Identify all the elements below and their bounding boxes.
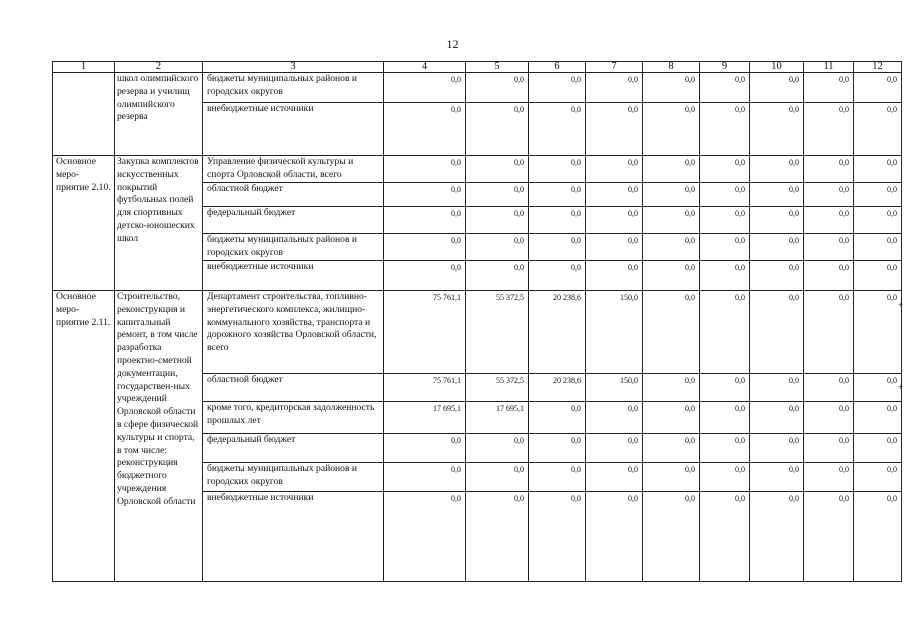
value-cell bbox=[643, 183, 700, 207]
value-cell bbox=[700, 103, 750, 156]
value-cell bbox=[643, 73, 700, 103]
value-cell bbox=[700, 156, 750, 183]
value-cell bbox=[466, 207, 529, 234]
value-text: 0,0 bbox=[839, 105, 849, 114]
funding-source-cell: федеральный бюджет bbox=[203, 207, 384, 234]
value-text: 0,0 bbox=[571, 236, 581, 245]
funding-source-cell: федеральный бюджет bbox=[203, 434, 384, 463]
value-text: 0,0 bbox=[571, 465, 581, 474]
value-cell bbox=[643, 492, 700, 582]
funding-source-cell: Управление физической культуры и спорта Орловской области, всего bbox=[203, 156, 384, 183]
funding-source-cell: бюджеты муниципальных районов и городских округов bbox=[203, 73, 384, 103]
value-cell bbox=[466, 434, 529, 463]
value-text: 0,0 bbox=[451, 263, 461, 272]
value-cell bbox=[586, 73, 643, 103]
value-text: 0,0 bbox=[571, 436, 581, 445]
value-text: 0,0 bbox=[789, 376, 799, 385]
value-cell bbox=[384, 73, 466, 103]
value-cell bbox=[466, 156, 529, 183]
value-text: 0,0 bbox=[571, 105, 581, 114]
value-text: 150,0 bbox=[620, 376, 638, 385]
value-text: 0,0 bbox=[735, 376, 745, 385]
value-text: 0,0 bbox=[789, 494, 799, 503]
value-cell bbox=[750, 463, 804, 492]
value-cell bbox=[466, 234, 529, 261]
value-text: 17 695,1 bbox=[496, 404, 524, 413]
value-cell bbox=[586, 183, 643, 207]
value-text: 0,0 bbox=[839, 236, 849, 245]
value-text: 0,0 bbox=[789, 185, 799, 194]
value-cell bbox=[466, 73, 529, 103]
value-text: 0,0 bbox=[685, 376, 695, 385]
value-text: 0,0 bbox=[735, 263, 745, 272]
value-text: 0,0 bbox=[887, 494, 897, 503]
value-cell bbox=[586, 234, 643, 261]
value-cell bbox=[384, 234, 466, 261]
header-cell-12: 12 bbox=[854, 62, 902, 73]
value-text: 0,0 bbox=[685, 263, 695, 272]
value-cell bbox=[804, 103, 854, 156]
value-text: 20 238,6 bbox=[553, 293, 581, 302]
value-text: 0,0 bbox=[451, 236, 461, 245]
funding-source-cell: областной бюджет bbox=[203, 183, 384, 207]
value-text: 0,0 bbox=[514, 263, 524, 272]
value-text: 0,0 bbox=[887, 209, 897, 218]
value-cell bbox=[643, 291, 700, 374]
value-text: 0,0 bbox=[451, 105, 461, 114]
value-text: 0,0 bbox=[839, 185, 849, 194]
value-cell bbox=[466, 183, 529, 207]
value-text: 0,0 bbox=[789, 404, 799, 413]
value-cell bbox=[466, 402, 529, 434]
edge-mark: + bbox=[898, 300, 904, 310]
value-text: 0,0 bbox=[571, 404, 581, 413]
value-text: 0,0 bbox=[887, 75, 897, 84]
value-cell bbox=[466, 374, 529, 402]
value-text: 0,0 bbox=[451, 494, 461, 503]
value-text: 0,0 bbox=[685, 158, 695, 167]
value-text: 0,0 bbox=[514, 105, 524, 114]
value-text: 0,0 bbox=[735, 75, 745, 84]
value-cell bbox=[750, 374, 804, 402]
value-text: 0,0 bbox=[571, 75, 581, 84]
value-cell bbox=[529, 374, 586, 402]
value-text: 0,0 bbox=[789, 263, 799, 272]
value-text: 0,0 bbox=[789, 436, 799, 445]
value-text: 0,0 bbox=[571, 185, 581, 194]
value-cell bbox=[750, 234, 804, 261]
header-cell-3: 3 bbox=[203, 62, 384, 73]
value-text: 0,0 bbox=[789, 209, 799, 218]
value-text: 0,0 bbox=[451, 465, 461, 474]
funding-source-cell: кроме того, кредиторская задолженность прошлых лет bbox=[203, 402, 384, 434]
value-cell bbox=[700, 183, 750, 207]
value-cell bbox=[529, 183, 586, 207]
value-text: 0,0 bbox=[628, 465, 638, 474]
value-cell bbox=[804, 73, 854, 103]
value-cell bbox=[466, 492, 529, 582]
value-cell bbox=[466, 103, 529, 156]
header-cell-11: 11 bbox=[804, 62, 854, 73]
value-text: 0,0 bbox=[735, 158, 745, 167]
value-text: 0,0 bbox=[887, 404, 897, 413]
value-cell bbox=[854, 402, 902, 434]
value-text: 0,0 bbox=[514, 494, 524, 503]
value-cell bbox=[586, 374, 643, 402]
measure-title-cell: Закупка комплектов искусственных покрытий футбольных полей для спортивных детско-юношеских школ bbox=[115, 156, 203, 291]
value-cell bbox=[586, 402, 643, 434]
header-cell-6: 6 bbox=[529, 62, 586, 73]
table-row bbox=[53, 291, 902, 374]
value-text: 0,0 bbox=[887, 236, 897, 245]
value-text: 0,0 bbox=[628, 436, 638, 445]
value-cell bbox=[804, 156, 854, 183]
value-cell bbox=[854, 291, 902, 374]
value-text: 0,0 bbox=[887, 465, 897, 474]
page-number: 12 bbox=[446, 37, 459, 51]
value-text: 0,0 bbox=[685, 236, 695, 245]
value-cell bbox=[750, 434, 804, 463]
value-text: 0,0 bbox=[628, 75, 638, 84]
value-cell bbox=[643, 374, 700, 402]
value-text: 0,0 bbox=[628, 185, 638, 194]
value-cell bbox=[529, 492, 586, 582]
value-cell bbox=[529, 103, 586, 156]
measure-title-cell: Строительство, реконструкция и капитальный ремонт, в том числе разработка проектно-сметной документации, государствен-ных учреждений Орловской области в сфере физической культуры и спорта, в том числе: реконструкция бюджетного учреждения Орловской области bbox=[115, 291, 203, 582]
value-text: 0,0 bbox=[628, 404, 638, 413]
value-text: 0,0 bbox=[514, 158, 524, 167]
value-text: 0,0 bbox=[571, 209, 581, 218]
table-row bbox=[53, 156, 902, 183]
value-cell bbox=[854, 492, 902, 582]
value-cell bbox=[384, 463, 466, 492]
value-cell bbox=[804, 374, 854, 402]
funding-source-cell: внебюджетные источники bbox=[203, 103, 384, 156]
value-text: 0,0 bbox=[735, 494, 745, 503]
value-cell bbox=[700, 492, 750, 582]
value-cell bbox=[529, 261, 586, 291]
value-text: 0,0 bbox=[789, 75, 799, 84]
value-text: 0,0 bbox=[571, 158, 581, 167]
value-cell bbox=[643, 234, 700, 261]
value-text: 0,0 bbox=[887, 376, 897, 385]
value-cell bbox=[586, 207, 643, 234]
value-text: 0,0 bbox=[887, 436, 897, 445]
value-text: 0,0 bbox=[789, 105, 799, 114]
value-cell bbox=[384, 402, 466, 434]
value-cell bbox=[384, 374, 466, 402]
value-cell bbox=[804, 434, 854, 463]
measure-number-cell: Основное меро-приятие 2.10. bbox=[53, 156, 115, 291]
value-text: 0,0 bbox=[735, 236, 745, 245]
value-cell bbox=[750, 103, 804, 156]
header-cell-5: 5 bbox=[466, 62, 529, 73]
value-text: 0,0 bbox=[514, 75, 524, 84]
measure-title-cell: школ олимпийского резерва и училищ олимпийского резерва bbox=[115, 73, 203, 156]
value-cell bbox=[700, 434, 750, 463]
value-text: 0,0 bbox=[685, 465, 695, 474]
value-cell bbox=[529, 291, 586, 374]
value-text: 0,0 bbox=[839, 263, 849, 272]
value-text: 0,0 bbox=[839, 465, 849, 474]
value-text: 75 761,1 bbox=[433, 293, 461, 302]
value-text: 0,0 bbox=[685, 185, 695, 194]
value-cell bbox=[466, 463, 529, 492]
value-text: 0,0 bbox=[839, 404, 849, 413]
value-cell bbox=[586, 103, 643, 156]
value-cell bbox=[750, 73, 804, 103]
value-cell bbox=[700, 207, 750, 234]
value-text: 0,0 bbox=[789, 236, 799, 245]
value-cell bbox=[586, 291, 643, 374]
header-cell-1: 1 bbox=[53, 62, 115, 73]
value-cell bbox=[750, 207, 804, 234]
value-text: 0,0 bbox=[887, 185, 897, 194]
value-cell bbox=[586, 261, 643, 291]
value-text: 0,0 bbox=[839, 376, 849, 385]
value-cell bbox=[586, 463, 643, 492]
value-text: 0,0 bbox=[685, 105, 695, 114]
value-text: 0,0 bbox=[451, 436, 461, 445]
value-text: 0,0 bbox=[514, 236, 524, 245]
value-cell bbox=[643, 463, 700, 492]
value-cell bbox=[643, 261, 700, 291]
value-text: 0,0 bbox=[685, 494, 695, 503]
value-text: 0,0 bbox=[685, 75, 695, 84]
funding-source-cell: внебюджетные источники bbox=[203, 492, 384, 582]
header-cell-4: 4 bbox=[384, 62, 466, 73]
value-text: 55 372,5 bbox=[496, 376, 524, 385]
value-text: 0,0 bbox=[514, 185, 524, 194]
value-cell bbox=[700, 234, 750, 261]
value-cell bbox=[804, 463, 854, 492]
value-cell bbox=[466, 261, 529, 291]
value-cell bbox=[700, 374, 750, 402]
value-cell bbox=[700, 291, 750, 374]
header-cell-7: 7 bbox=[586, 62, 643, 73]
value-cell bbox=[854, 374, 902, 402]
value-text: 0,0 bbox=[839, 436, 849, 445]
value-cell bbox=[804, 402, 854, 434]
value-cell bbox=[586, 434, 643, 463]
value-cell bbox=[804, 183, 854, 207]
value-text: 0,0 bbox=[628, 263, 638, 272]
value-cell bbox=[384, 183, 466, 207]
value-cell bbox=[804, 261, 854, 291]
value-text: 0,0 bbox=[789, 465, 799, 474]
value-text: 0,0 bbox=[571, 494, 581, 503]
value-text: 0,0 bbox=[839, 494, 849, 503]
header-cell-8: 8 bbox=[643, 62, 700, 73]
value-cell bbox=[643, 207, 700, 234]
value-text: 0,0 bbox=[451, 209, 461, 218]
header-cell-9: 9 bbox=[700, 62, 750, 73]
value-text: 0,0 bbox=[887, 105, 897, 114]
value-text: 0,0 bbox=[685, 404, 695, 413]
value-cell bbox=[854, 73, 902, 103]
value-text: 0,0 bbox=[451, 75, 461, 84]
value-text: 0,0 bbox=[735, 404, 745, 413]
value-cell bbox=[750, 291, 804, 374]
value-text: 0,0 bbox=[514, 465, 524, 474]
value-cell bbox=[384, 261, 466, 291]
value-text: 20 238,6 bbox=[553, 376, 581, 385]
measure-number-cell: Основное меро-приятие 2.11. bbox=[53, 291, 115, 582]
value-cell bbox=[854, 207, 902, 234]
value-text: 0,0 bbox=[735, 293, 745, 302]
value-cell bbox=[854, 463, 902, 492]
value-text: 0,0 bbox=[451, 185, 461, 194]
value-text: 0,0 bbox=[628, 494, 638, 503]
value-text: 0,0 bbox=[839, 75, 849, 84]
value-text: 0,0 bbox=[628, 236, 638, 245]
value-cell bbox=[700, 463, 750, 492]
header-cell-2: 2 bbox=[115, 62, 203, 73]
value-cell bbox=[750, 156, 804, 183]
value-cell bbox=[529, 434, 586, 463]
value-text: 55 372,5 bbox=[496, 293, 524, 302]
value-text: 17 695,1 bbox=[433, 404, 461, 413]
value-cell bbox=[384, 156, 466, 183]
value-cell bbox=[384, 103, 466, 156]
value-cell bbox=[750, 492, 804, 582]
value-text: 0,0 bbox=[685, 436, 695, 445]
value-text: 0,0 bbox=[887, 293, 897, 302]
value-text: 0,0 bbox=[628, 158, 638, 167]
value-cell bbox=[529, 73, 586, 103]
value-text: 0,0 bbox=[735, 185, 745, 194]
value-text: 0,0 bbox=[571, 263, 581, 272]
value-cell bbox=[643, 402, 700, 434]
value-cell bbox=[854, 156, 902, 183]
value-cell bbox=[804, 207, 854, 234]
header-row bbox=[53, 62, 902, 73]
budget-table bbox=[52, 61, 902, 582]
header-cell-10: 10 bbox=[750, 62, 804, 73]
value-text: 75 761,1 bbox=[433, 376, 461, 385]
value-text: 0,0 bbox=[789, 293, 799, 302]
value-cell bbox=[700, 402, 750, 434]
value-cell bbox=[750, 402, 804, 434]
value-cell bbox=[700, 261, 750, 291]
funding-source-cell: внебюджетные источники bbox=[203, 261, 384, 291]
value-cell bbox=[804, 291, 854, 374]
value-text: 0,0 bbox=[735, 436, 745, 445]
value-cell bbox=[643, 434, 700, 463]
value-cell bbox=[700, 73, 750, 103]
value-cell bbox=[384, 434, 466, 463]
edge-mark: + bbox=[898, 382, 904, 392]
value-cell bbox=[529, 402, 586, 434]
value-cell bbox=[529, 463, 586, 492]
value-text: 0,0 bbox=[839, 293, 849, 302]
value-cell bbox=[804, 234, 854, 261]
value-cell bbox=[854, 234, 902, 261]
value-text: 0,0 bbox=[887, 263, 897, 272]
value-text: 0,0 bbox=[514, 209, 524, 218]
value-text: 0,0 bbox=[685, 293, 695, 302]
value-cell bbox=[854, 434, 902, 463]
value-text: 0,0 bbox=[839, 209, 849, 218]
value-text: 0,0 bbox=[789, 158, 799, 167]
value-cell bbox=[854, 183, 902, 207]
value-text: 0,0 bbox=[685, 209, 695, 218]
funding-source-cell: областной бюджет bbox=[203, 374, 384, 402]
value-text: 0,0 bbox=[628, 105, 638, 114]
value-cell bbox=[529, 234, 586, 261]
value-cell bbox=[643, 156, 700, 183]
value-cell bbox=[804, 492, 854, 582]
value-cell bbox=[586, 492, 643, 582]
value-cell bbox=[384, 291, 466, 374]
value-text: 0,0 bbox=[735, 105, 745, 114]
value-cell bbox=[529, 156, 586, 183]
value-text: 0,0 bbox=[735, 465, 745, 474]
value-cell bbox=[529, 207, 586, 234]
value-cell bbox=[854, 103, 902, 156]
value-text: 0,0 bbox=[514, 436, 524, 445]
funding-source-cell: бюджеты муниципальных районов и городских округов bbox=[203, 463, 384, 492]
value-cell bbox=[854, 261, 902, 291]
value-text: 0,0 bbox=[887, 158, 897, 167]
value-cell bbox=[750, 183, 804, 207]
value-text: 0,0 bbox=[628, 209, 638, 218]
value-cell bbox=[466, 291, 529, 374]
value-text: 150,0 bbox=[620, 293, 638, 302]
measure-number-cell bbox=[53, 73, 115, 156]
value-cell bbox=[384, 492, 466, 582]
value-text: 0,0 bbox=[735, 209, 745, 218]
table-row bbox=[53, 73, 902, 103]
value-text: 0,0 bbox=[451, 158, 461, 167]
funding-source-cell: бюджеты муниципальных районов и городских округов bbox=[203, 234, 384, 261]
funding-source-cell: Департамент строительства, топливно-энергетического комплекса, жилищно-коммунального хозяйства, транспорта и дорожного хозяйства Орловской области, всего bbox=[203, 291, 384, 374]
value-cell bbox=[643, 103, 700, 156]
value-text: 0,0 bbox=[839, 158, 849, 167]
value-cell bbox=[384, 207, 466, 234]
value-cell bbox=[586, 156, 643, 183]
value-cell bbox=[750, 261, 804, 291]
